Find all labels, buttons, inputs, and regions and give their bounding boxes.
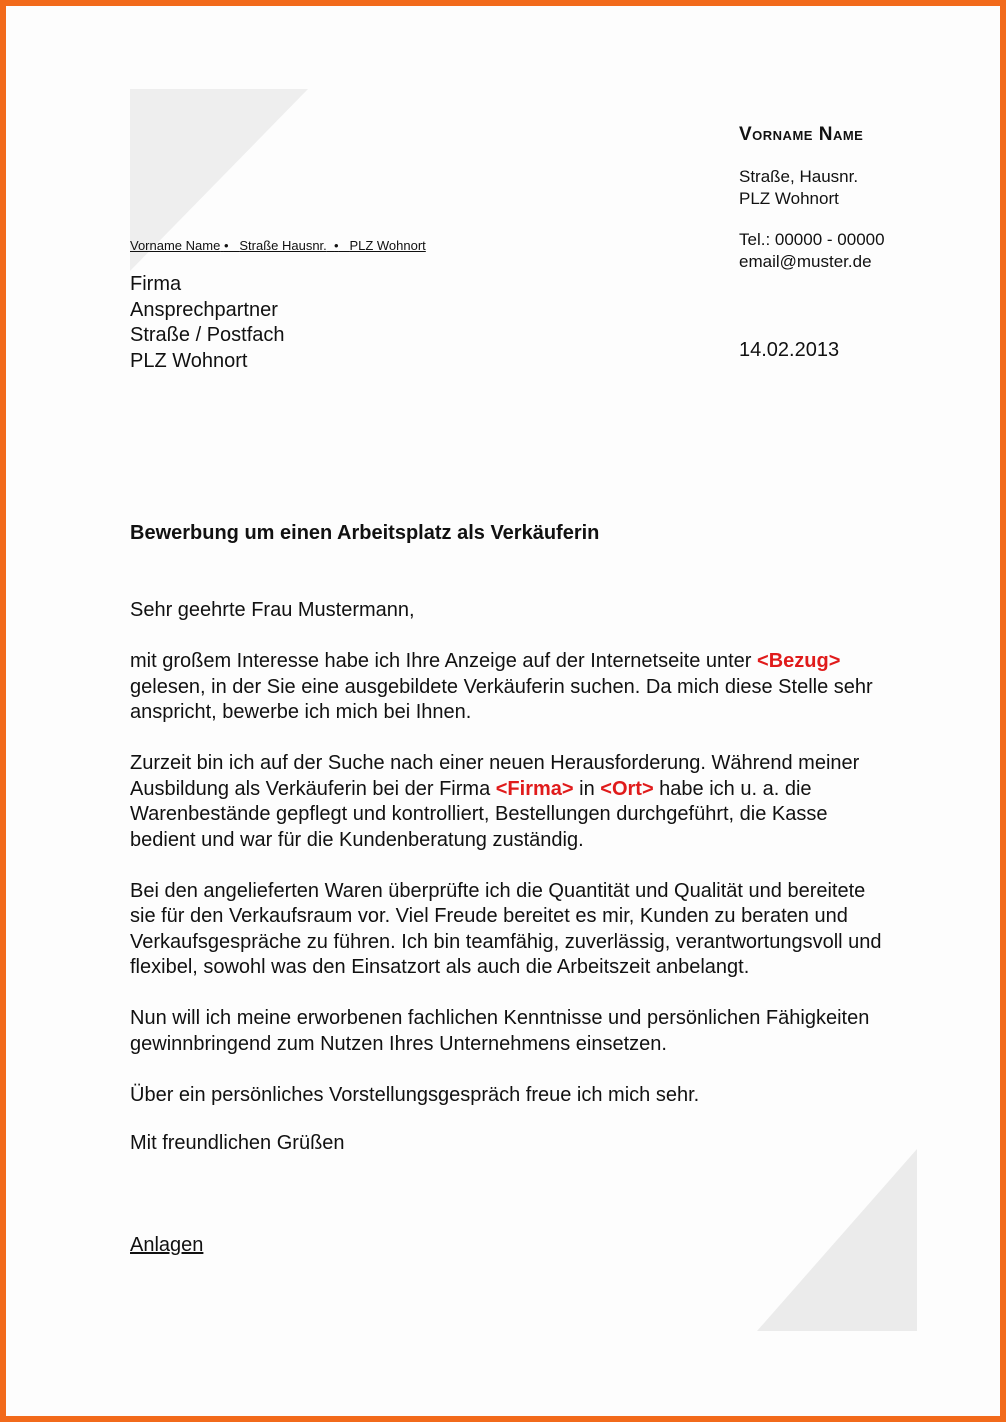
letter-date: 14.02.2013 [739,339,840,361]
enclosure-label: Anlagen [130,1234,204,1256]
body-text: gelesen, in der Sie eine ausgebildete Verkäuferin suchen. Da mich diese Stelle sehr [130,675,873,698]
closing: Mit freundlichen Grüßen [130,1132,345,1154]
paragraph-1 [130,649,950,726]
return-address-separator: • [223,238,229,253]
placeholder-firma: <Firma> [495,777,574,800]
letter-subject: Bewerbung um einen Arbeitsplatz als Verkäuferin [130,522,600,544]
body-text: Bei den angelieferten Waren überprüfte ich die Quantität und Qualität und bereitete [130,879,866,902]
sender-name: Vorname Name [739,124,864,145]
body-text: anspricht, bewerbe ich mich bei Ihnen. [130,701,472,723]
recipient-city: PLZ Wohnort [130,349,248,372]
recipient-street: Straße / Postfach [130,324,285,346]
sender-email: email@muster.de [739,251,872,271]
body-text: flexibel, sowohl was den Einsatzort als auch die Arbeitszeit anbelangt. [130,956,750,978]
salutation: Sehr geehrte Frau Mustermann, [130,599,415,621]
placeholder-ort: <Ort> [600,777,654,800]
placeholder-bezug: <Bezug> [757,650,841,672]
return-address-street: Straße Hausnr. [239,238,327,253]
body-text: habe ich u. a. die [653,777,812,800]
body-text: Zurzeit bin ich auf der Suche nach einer neuen Herausforderung. Während meiner [130,752,860,774]
sender-city: PLZ Wohnort [739,188,839,208]
recipient-address [130,272,285,374]
body-text: mit großem Interesse habe ich Ihre Anzeige auf der Internetseite unter [130,650,758,672]
body-text: Nun will ich meine erworbenen fachlichen Kenntnisse und persönlichen Fähigkeiten [130,1007,870,1029]
sender-street: Straße, Hausnr. [739,167,859,186]
body-text: bedient und war für die Kundenberatung zuständig. [130,828,584,851]
recipient-company: Firma [130,273,182,295]
paragraph-3 [130,879,950,981]
return-address-separator: • [334,238,339,253]
return-address-city: PLZ Wohnort [349,238,426,253]
paragraph-4 [130,1006,950,1057]
sender-block [739,124,885,272]
body-text: Über ein persönliches Vorstellungsgespräch freue ich mich sehr. [130,1083,700,1106]
sender-phone: Tel.: 00000 - 00000 [739,230,885,249]
recipient-contact: Ansprechpartner [130,298,278,321]
decorative-corner-bottom [757,1149,917,1331]
letter-body [130,649,950,1134]
paragraph-2 [130,751,950,853]
body-text: gewinnbringend zum Nutzen Ihres Unternehmens einsetzen. [130,1032,667,1055]
return-address-line [130,238,426,253]
body-text: Warenbestände gepflegt und kontrolliert, Bestellungen durchgeführt, die Kasse [130,803,828,825]
paragraph-5 [130,1083,950,1109]
body-text: sie für den Verkaufsraum vor. Viel Freude bereitet es mir, Kunden zu beraten und [130,905,848,927]
return-address-name: Vorname Name [130,238,221,253]
body-text: Ausbildung als Verkäuferin bei der Firma [130,777,496,800]
body-text: in [573,777,601,800]
body-text: Verkaufsgespräche zu führen. Ich bin teamfähig, zuverlässig, verantwortungsvoll und [130,930,882,953]
